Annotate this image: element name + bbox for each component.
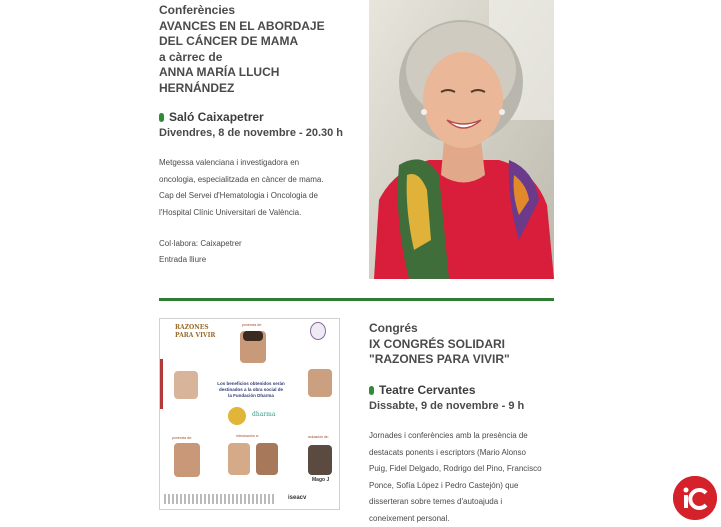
location-pin-icon [369,386,374,395]
dharma-logo-icon [228,407,246,425]
event2-header [369,321,589,368]
speaker-photo [228,443,250,475]
event1-date: Divendres, 8 de novembre - 20.30 h [159,127,344,139]
speaker-photo [308,445,332,475]
poster-title1: RAZONES [175,324,209,331]
event1-speaker-line1: ANNA MARÍA LLUCH [159,65,280,79]
event2-date: Dissabte, 9 de novembre - 9 h [369,400,525,412]
event2-category: Congrés [369,321,418,335]
event1-collab: Col·labora: Caixapetrer [159,239,242,248]
event2-title-line2: "RAZONES PARA VIVIR" [369,352,510,366]
location-pin-icon [159,113,164,122]
event1-title-line1: AVANCES EN EL ABORDAJE [159,18,325,33]
poster-title2: PARA VIVIR [175,332,216,339]
event1-description: Metgessa valenciana i investigadora en oncologia, especialitzada en càncer de mama. Cap del Servei d'Hematologia i Oncologia de l'Hospital Clínic Universitari de València. [159,158,324,217]
section-divider [159,298,554,301]
poster-intro-label: introducción a: [236,434,259,438]
poster-center-text: Los beneficios obtenidos serán destinados a la obra social de la Fundación Dharma [217,381,285,398]
event1-title-line2: DEL CÁNCER DE MAMA [159,34,299,48]
congress-poster [159,318,340,510]
speaker-photo [174,371,198,399]
speaker-photo [256,443,278,475]
event1-venue: Saló Caixapetrer [159,110,264,125]
event1-entry: Entrada lliure [159,255,207,264]
event2-description: Jornades i conferències amb la presència de destacats ponents i escriptors (Mario Alonso Puig, Fidel Delgado, Rodrigo del Pino, Francisco Ponce, Sofía López i Pedro Castejón) que disserteran sobre temes d'autoajuda i coneixement personal. [369,431,542,523]
event2-venue: Teatre Cervantes [369,383,476,398]
event1-speaker-line2: HERNÁNDEZ [159,80,235,95]
event1-category: Conferències [159,3,236,17]
event2-title-line1: IX CONGRÉS SOLIDARI [369,336,506,351]
ic-logo-icon [673,476,717,520]
speaker-photo [308,369,332,397]
event1-by-line: a càrrec de [159,49,223,64]
poster-ponencia-label: ponencia de: [242,323,263,327]
speaker-portrait [369,0,554,279]
poster-iseacv: iseacv [288,495,307,501]
emblem-icon [310,322,326,340]
poster-dharma: dharma [252,411,276,418]
poster-actuacion-label: actuación de: [308,435,329,439]
poster-label: ponencia de: [172,436,193,440]
speaker-photo [174,443,200,477]
event1-header [159,3,359,96]
poster-mago: Mago J [312,477,330,483]
site-logo-badge[interactable] [673,476,717,520]
